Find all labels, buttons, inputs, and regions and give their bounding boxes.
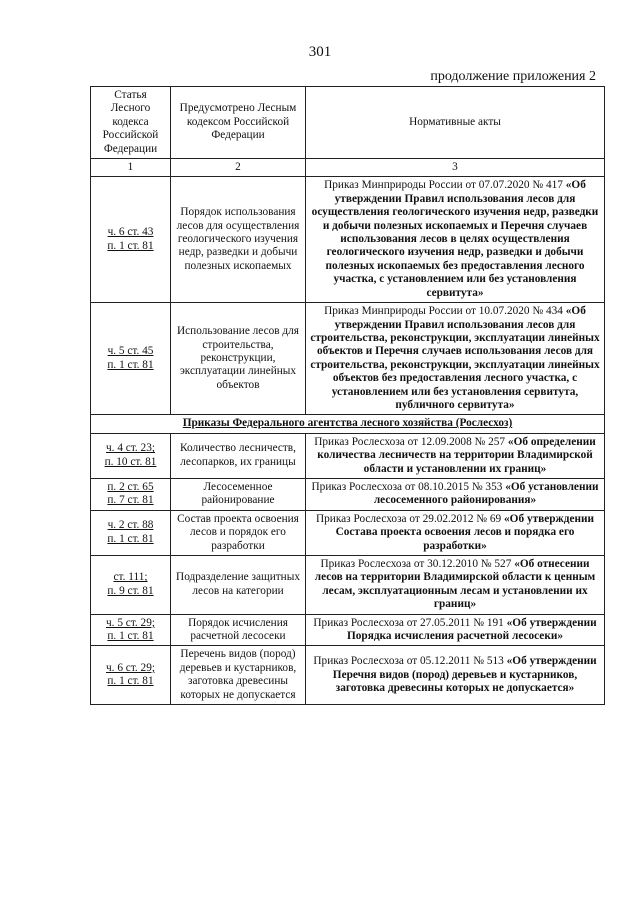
provision-subject: Порядок использования лесов для осуществления геологического изучения недр, разведки и добычи полезных ископаемых <box>171 177 306 303</box>
provision-subject: Лесосеменное районирование <box>171 478 306 510</box>
article-reference <box>91 614 171 646</box>
article-reference-line: ч. 2 ст. 88 <box>107 519 154 532</box>
normative-act <box>306 177 605 303</box>
act-title: Приказ Рослесхоза от 08.10.2015 № 353 <box>311 480 503 493</box>
column-number: 3 <box>306 159 605 177</box>
article-reference-line: п. 1 ст. 81 <box>107 239 154 252</box>
act-title: Приказ Рослесхоза от 30.12.2010 № 527 <box>320 558 512 570</box>
article-reference-line: ч. 6 ст. 29; <box>106 661 155 674</box>
article-reference-line: п. 1 ст. 81 <box>107 675 154 688</box>
article-reference <box>91 177 171 303</box>
article-reference <box>91 510 171 555</box>
article-reference-line: п. 7 ст. 81 <box>107 494 154 507</box>
provision-subject: Состав проекта освоения лесов и порядок его разработки <box>171 510 306 555</box>
act-title: Приказ Минприроды России от 07.07.2020 № 417 <box>324 179 563 192</box>
table-row <box>91 614 605 646</box>
section-row <box>91 415 605 433</box>
act-name: «Об утверждении Правил использования лесов для строительства, реконструкции, эксплуатации линейных объектов и Перечня случаев использования лесов для строительства, реконструкции, эксплуатации линейных объектов без предоставления лесного участка, с установлением или без установления сервитута, публичного сервитута» <box>310 305 600 411</box>
normative-act <box>306 646 605 705</box>
act-name: «Об определении количества лесничеств на территории Владимирской области и установлении их границ» <box>317 435 596 475</box>
act-name: «Об установлении лесосеменного районирования» <box>373 480 599 507</box>
article-reference-line: п. 1 ст. 81 <box>107 358 154 371</box>
table-row <box>91 646 605 705</box>
provision-subject: Использование лесов для строительства, реконструкции, эксплуатации линейных объектов <box>171 303 306 415</box>
article-reference-line: п. 1 ст. 81 <box>107 532 154 545</box>
column-number: 1 <box>91 159 171 177</box>
normative-act <box>306 510 605 555</box>
normative-act <box>306 556 605 615</box>
article-reference <box>91 303 171 415</box>
provision-subject: Перечень видов (пород) деревьев и кустарников, заготовка древесины которых не допускается <box>171 646 306 705</box>
column-number: 2 <box>171 159 306 177</box>
article-reference <box>91 556 171 615</box>
table-row <box>91 478 605 510</box>
provision-subject: Подразделение защитных лесов на категории <box>171 556 306 615</box>
article-reference <box>91 433 171 478</box>
table-header-row <box>91 87 605 159</box>
act-title: Приказ Рослесхоза от 12.09.2008 № 257 <box>314 435 506 448</box>
article-reference-line: п. 2 ст. 65 <box>107 480 154 493</box>
act-name: «Об утверждении Перечня видов (пород) деревьев и кустарников, заготовка древесины которых не допускается» <box>332 655 597 694</box>
normative-act <box>306 478 605 510</box>
act-title: Приказ Рослесхоза от 29.02.2012 № 69 <box>316 512 502 525</box>
header-article: Статья Лесного кодекса Российской Федерации <box>91 87 171 159</box>
table-row <box>91 556 605 615</box>
provision-subject: Количество лесничеств, лесопарков, их границы <box>171 433 306 478</box>
act-name: «Об отнесении лесов на территории Владимирской области к ценным лесам, эксплуатационным лесам и установлении их границ» <box>314 558 596 611</box>
act-title: Приказ Рослесхоза от 27.05.2011 № 191 <box>313 616 504 629</box>
header-provision: Предусмотрено Лесным кодексом Российской Федерации <box>171 87 306 159</box>
article-reference-line: ст. 111; <box>113 571 148 584</box>
article-reference-line: ч. 5 ст. 29; <box>106 616 155 629</box>
table-row <box>91 510 605 555</box>
act-title: Приказ Рослесхоза от 05.12.2011 № 513 <box>313 655 504 668</box>
header-acts: Нормативные акты <box>306 87 605 159</box>
normative-act <box>306 303 605 415</box>
article-reference-line: ч. 5 ст. 45 <box>107 345 154 358</box>
act-title: Приказ Минприроды России от 10.07.2020 № 434 <box>324 305 563 318</box>
provision-subject: Порядок исчисления расчетной лесосеки <box>171 614 306 646</box>
column-number-row <box>91 159 605 177</box>
table-row <box>91 303 605 415</box>
page-number: 301 <box>308 44 332 60</box>
article-reference <box>91 646 171 705</box>
article-reference <box>91 478 171 510</box>
table-row <box>91 177 605 303</box>
appendix-continuation: продолжение приложения 2 <box>430 69 596 84</box>
act-name: «Об утверждении Правил использования лесов для осуществления геологического изучения недр, разведки и добычи полезных ископаемых и Перечня случаев использования лесов в целях осуществления геологического изучения недр, разведки и добычи полезных ископаемых без предоставления лесного участка, с установлением или без установления сервитута» <box>311 179 599 299</box>
article-reference-line: ч. 6 ст. 43 <box>107 226 154 239</box>
article-reference-line: п. 10 ст. 81 <box>104 455 157 468</box>
section-title: Приказы Федерального агентства лесного хозяйства (Рослесхоз) <box>91 415 605 433</box>
article-reference-line: ч. 4 ст. 23; <box>106 442 155 455</box>
normative-act <box>306 614 605 646</box>
article-reference-line: п. 1 ст. 81 <box>107 630 154 643</box>
table-row <box>91 433 605 478</box>
regulations-table <box>90 86 605 705</box>
act-name: «Об утверждении Состава проекта освоения лесов и порядка его разработки» <box>335 512 594 552</box>
normative-act <box>306 433 605 478</box>
act-name: «Об утверждении Порядка исчисления расчетной лесосеки» <box>347 616 597 643</box>
article-reference-line: п. 9 ст. 81 <box>107 584 154 597</box>
